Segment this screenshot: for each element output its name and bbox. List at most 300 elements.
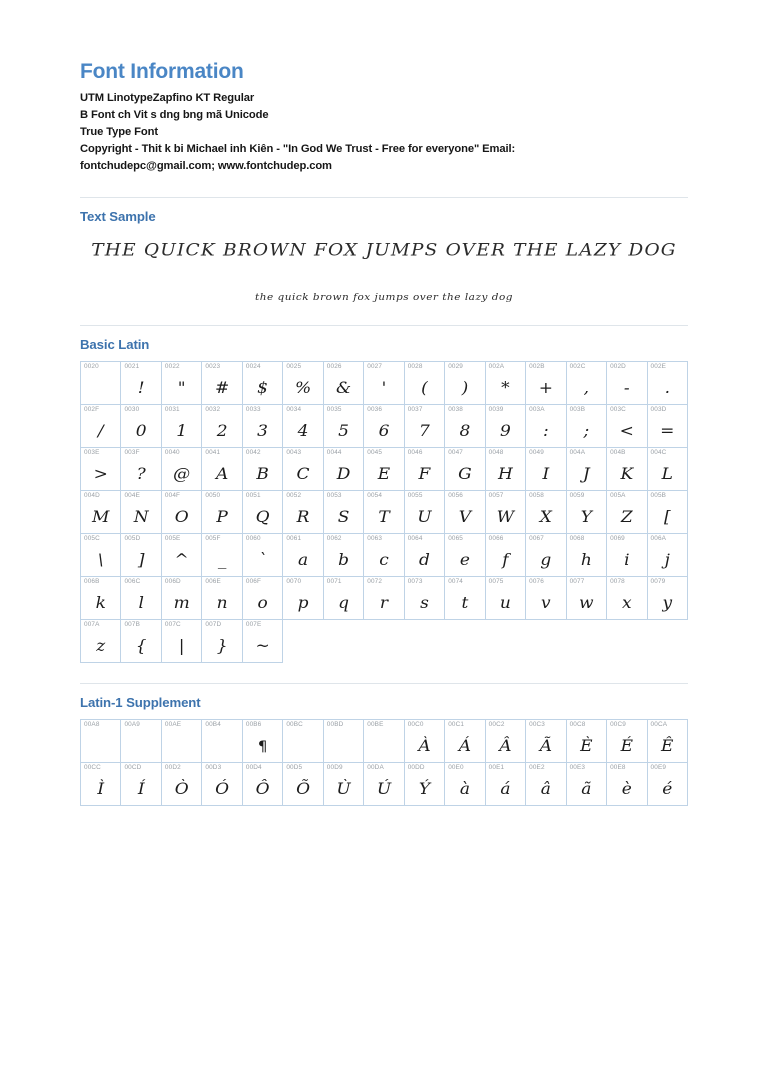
glyph-cell[interactable] [162,577,202,620]
glyph-codepoint-label: 0053 [326,492,342,500]
glyph-codepoint-label: 0025 [286,363,302,371]
glyph-codepoint-label: 0046 [407,449,423,457]
glyph-codepoint-label: 0078 [610,578,625,586]
glyph-codepoint-label: 0041 [205,449,221,457]
glyph-cell[interactable] [324,362,364,405]
glyph-character: S [337,507,350,527]
glyph-character: L [661,464,673,484]
glyph-character: h [580,550,592,570]
glyph-codepoint-label: 0024 [245,363,261,371]
latin1-supplement-glyph-grid [80,719,688,806]
glyph-character: r [379,593,389,613]
glyph-cell[interactable] [202,405,242,448]
glyph-codepoint-label: 003B [569,406,586,414]
glyph-cell[interactable] [364,405,404,448]
glyph-codepoint-label: 0047 [448,449,464,457]
glyph-cell[interactable] [283,534,323,577]
glyph-cell[interactable] [202,577,242,620]
glyph-cell[interactable] [526,763,566,806]
glyph-cell[interactable] [202,763,242,806]
glyph-cell[interactable] [526,491,566,534]
glyph-character: Ó [215,779,230,799]
glyph-cell[interactable] [324,448,364,491]
glyph-codepoint-label: 00C9 [610,721,626,729]
glyph-character: e [459,550,470,570]
glyph-character: i [624,550,630,570]
glyph-codepoint-label: 00E0 [448,764,464,772]
glyph-codepoint-label: 00BC [286,721,303,729]
glyph-cell[interactable] [162,763,202,806]
glyph-character: g [540,550,552,570]
glyph-cell[interactable] [162,405,202,448]
glyph-cell[interactable] [162,720,202,763]
glyph-codepoint-label: 0033 [245,406,261,414]
glyph-codepoint-label: 0060 [245,535,261,543]
glyph-codepoint-label: 007B [124,621,140,629]
glyph-codepoint-label: 0049 [529,449,544,457]
glyph-codepoint-label: 00AE [164,721,182,729]
glyph-cell[interactable] [526,448,566,491]
glyph-character: U [417,507,432,527]
glyph-codepoint-label: 006D [164,578,181,586]
glyph-character: 0 [135,421,147,441]
glyph-character: Ú [376,779,392,799]
glyph-codepoint-label: 00C8 [569,721,586,729]
glyph-cell[interactable] [81,577,121,620]
glyph-cell[interactable] [607,405,647,448]
glyph-cell[interactable] [121,763,161,806]
glyph-codepoint-label: 00CC [84,764,101,772]
glyph-character: k [95,593,106,613]
glyph-codepoint-label: 00C0 [407,721,424,729]
glyph-codepoint-label: 0040 [164,449,180,457]
glyph-codepoint-label: 005C [84,535,100,543]
basic-latin-glyph-grid [80,361,688,663]
glyph-character: x [622,593,632,613]
glyph-character: y [662,593,673,613]
glyph-character: & [335,378,352,398]
glyph-codepoint-label: 0027 [367,363,383,371]
glyph-cell[interactable] [486,577,526,620]
glyph-cell[interactable] [567,720,607,763]
glyph-character: ! [137,378,145,398]
glyph-cell[interactable] [162,448,202,491]
glyph-cell[interactable] [526,720,566,763]
glyph-cell[interactable] [364,362,404,405]
glyph-character: m [173,593,190,613]
glyph-character: Ê [661,736,674,756]
glyph-cell[interactable] [202,491,242,534]
glyph-character: 3 [257,421,268,441]
glyph-character: 1 [176,421,188,441]
glyph-codepoint-label: 0054 [367,492,383,500]
glyph-cell[interactable] [121,534,161,577]
glyph-cell[interactable] [567,577,607,620]
glyph-character: M [92,507,110,527]
glyph-cell[interactable] [607,362,647,405]
glyph-cell[interactable] [121,448,161,491]
glyph-codepoint-label: 0031 [164,406,180,414]
glyph-cell[interactable] [202,720,242,763]
glyph-codepoint-label: 0063 [367,535,383,543]
glyph-cell[interactable] [283,405,323,448]
glyph-character: ? [136,464,146,484]
glyph-cell[interactable] [283,362,323,405]
glyph-cell[interactable] [526,362,566,405]
glyph-cell[interactable] [607,534,647,577]
glyph-character [202,732,241,761]
glyph-cell[interactable] [445,577,485,620]
glyph-codepoint-label: 006E [205,578,221,586]
glyph-character: q [338,593,349,613]
glyph-character: A [215,464,229,484]
glyph-cell[interactable] [81,491,121,534]
glyph-codepoint-label: 0056 [448,492,464,500]
glyph-cell[interactable] [324,534,364,577]
glyph-codepoint-label: 005D [124,535,141,543]
glyph-cell[interactable] [202,448,242,491]
glyph-cell[interactable] [486,405,526,448]
sample-pangram-lowercase: the quick brown fox jumps over the lazy dog [254,291,514,303]
glyph-cell[interactable] [648,362,688,405]
glyph-cell[interactable] [243,534,283,577]
glyph-cell[interactable] [405,405,445,448]
glyph-cell[interactable] [607,720,647,763]
glyph-cell[interactable] [81,763,121,806]
glyph-character: B [256,464,269,484]
glyph-cell[interactable] [324,577,364,620]
glyph-cell[interactable] [405,534,445,577]
glyph-cell[interactable] [405,491,445,534]
sample-pangram-uppercase: THE QUICK BROWN FOX JUMPS OVER THE LAZY DOG [91,240,677,261]
glyph-cell[interactable] [486,362,526,405]
glyph-cell[interactable] [283,763,323,806]
glyph-character: Ì [97,779,105,799]
glyph-codepoint-label: 003A [529,406,545,414]
glyph-cell[interactable] [445,763,485,806]
glyph-codepoint-label: 006A [650,535,667,543]
glyph-codepoint-label: 0045 [367,449,383,457]
glyph-cell[interactable] [607,763,647,806]
glyph-codepoint-label: 007A [84,621,100,629]
glyph-codepoint-label: 0057 [488,492,504,500]
glyph-cell[interactable] [405,362,445,405]
glyph-character: N [133,507,149,527]
glyph-codepoint-label: 0042 [245,449,261,457]
glyph-cell[interactable] [405,763,445,806]
glyph-cell[interactable] [283,491,323,534]
glyph-character: Ý [418,779,431,799]
glyph-character: Z [620,507,633,527]
glyph-cell[interactable] [81,534,121,577]
glyph-cell[interactable] [445,720,485,763]
glyph-cell[interactable] [364,448,404,491]
glyph-cell[interactable] [526,534,566,577]
glyph-codepoint-label: 0066 [488,535,504,543]
glyph-cell[interactable] [648,763,688,806]
glyph-character: É [620,736,633,756]
glyph-cell[interactable] [243,405,283,448]
glyph-codepoint-label: 006C [124,578,141,586]
glyph-character: " [177,378,186,398]
glyph-character [81,374,120,403]
metadata-line-font-name: UTM LinotypeZapfino KT Regular [80,92,255,105]
glyph-character: H [497,464,513,484]
glyph-character: \ [97,550,104,570]
glyph-character: } [216,636,228,656]
glyph-cell[interactable] [283,720,323,763]
glyph-codepoint-label: 0038 [448,406,464,414]
glyph-character: - [623,378,630,398]
glyph-character: . [664,378,670,398]
glyph-cell[interactable] [121,720,161,763]
glyph-cell[interactable] [243,491,283,534]
glyph-cell[interactable] [486,763,526,806]
glyph-cell[interactable] [607,491,647,534]
glyph-character: ( [421,378,428,398]
glyph-character: G [458,464,472,484]
glyph-character: Á [458,736,472,756]
glyph-cell[interactable] [81,405,121,448]
glyph-codepoint-label: 003C [610,406,626,414]
glyph-codepoint-label: 0077 [569,578,585,586]
glyph-cell[interactable] [202,362,242,405]
glyph-cell[interactable] [445,534,485,577]
glyph-cell[interactable] [243,577,283,620]
glyph-codepoint-label: 004E [124,492,140,500]
glyph-codepoint-label: 0073 [407,578,423,586]
glyph-cell[interactable] [324,491,364,534]
glyph-codepoint-label: 004B [610,449,626,457]
glyph-cell[interactable] [567,534,607,577]
glyph-cell[interactable] [243,720,283,763]
glyph-cell[interactable] [405,448,445,491]
glyph-cell[interactable] [243,620,283,663]
glyph-codepoint-label: 0052 [286,492,302,500]
glyph-character: 8 [459,421,471,441]
glyph-character: ã [581,779,592,799]
glyph-character: d [419,550,430,570]
glyph-codepoint-label: 0074 [448,578,464,586]
glyph-cell[interactable] [364,577,404,620]
glyph-cell[interactable] [283,577,323,620]
glyph-character: * [501,378,510,398]
glyph-cell[interactable] [567,491,607,534]
glyph-character: V [458,507,472,527]
glyph-character: o [257,593,268,613]
glyph-cell[interactable] [364,491,404,534]
glyph-cell[interactable] [162,362,202,405]
glyph-character: s [420,593,429,613]
glyph-character: ) [461,378,469,398]
glyph-codepoint-label: 00E3 [569,764,586,772]
glyph-codepoint-label: 0075 [488,578,504,586]
glyph-character: l [138,593,144,613]
section-heading-text-sample: Text Sample [80,209,156,225]
glyph-cell[interactable] [607,577,647,620]
glyph-cell[interactable] [243,362,283,405]
glyph-character: [ [663,507,671,527]
glyph-character: è [621,779,632,799]
glyph-cell[interactable] [567,448,607,491]
glyph-character: ¶ [257,737,268,755]
glyph-character: 2 [216,421,228,441]
glyph-character: Ù [336,779,351,799]
glyph-codepoint-label: 00DA [367,764,384,772]
glyph-codepoint-label: 002F [84,406,100,414]
glyph-cell[interactable] [81,720,121,763]
glyph-character: % [294,378,312,398]
glyph-cell[interactable] [526,577,566,620]
glyph-cell[interactable] [405,720,445,763]
glyph-cell[interactable] [526,405,566,448]
glyph-character [121,732,160,761]
glyph-cell[interactable] [486,491,526,534]
glyph-codepoint-label: 00A8 [84,721,100,729]
glyph-character: T [378,507,390,527]
glyph-cell[interactable] [324,405,364,448]
glyph-character: | [178,636,185,656]
glyph-cell[interactable] [243,763,283,806]
glyph-cell[interactable] [567,405,607,448]
basic-latin-grid-wrapper [80,361,688,667]
glyph-codepoint-label: 004C [650,449,667,457]
glyph-cell[interactable] [121,620,161,663]
glyph-cell[interactable] [648,491,688,534]
glyph-character: E [377,464,391,484]
glyph-character: D [336,464,351,484]
glyph-character: { [135,636,147,656]
glyph-cell[interactable] [121,405,161,448]
glyph-cell[interactable] [445,491,485,534]
glyph-character: w [579,593,594,613]
glyph-codepoint-label: 0069 [610,535,625,543]
glyph-cell[interactable] [324,720,364,763]
glyph-character: > [93,464,108,484]
glyph-character [81,732,120,761]
glyph-cell[interactable] [405,577,445,620]
glyph-character: 4 [297,421,309,441]
glyph-codepoint-label: 0020 [84,363,99,371]
glyph-codepoint-label: 0059 [569,492,585,500]
glyph-character: + [538,378,553,398]
glyph-codepoint-label: 0067 [529,535,544,543]
glyph-codepoint-label: 0079 [650,578,666,586]
glyph-cell[interactable] [607,448,647,491]
glyph-character: R [296,507,310,527]
glyph-cell[interactable] [648,720,688,763]
glyph-cell[interactable] [648,405,688,448]
glyph-codepoint-label: 007E [245,621,262,629]
glyph-cell[interactable] [486,448,526,491]
glyph-cell[interactable] [648,577,688,620]
glyph-codepoint-label: 0034 [286,406,302,414]
glyph-character: = [660,421,675,441]
glyph-character: v [541,593,551,613]
glyph-cell[interactable] [162,534,202,577]
glyph-character: J [582,464,590,484]
glyph-cell[interactable] [162,491,202,534]
glyph-codepoint-label: 005B [650,492,667,500]
glyph-cell[interactable] [81,448,121,491]
glyph-character: ' [381,378,387,398]
glyph-codepoint-label: 004F [164,492,181,500]
glyph-cell[interactable] [648,448,688,491]
glyph-codepoint-label: 00D4 [245,764,262,772]
glyph-cell[interactable] [567,763,607,806]
glyph-cell[interactable] [283,448,323,491]
metadata-line-font-type: True Type Font [80,126,158,139]
glyph-character: È [580,736,593,756]
glyph-character [324,732,363,761]
glyph-cell[interactable] [364,763,404,806]
glyph-cell[interactable] [486,720,526,763]
glyph-character: 9 [499,421,511,441]
glyph-character: t [461,593,469,613]
glyph-character: Â [499,736,512,756]
glyph-cell[interactable] [648,534,688,577]
glyph-cell[interactable] [445,405,485,448]
glyph-cell[interactable] [81,362,121,405]
glyph-codepoint-label: 00E1 [488,764,505,772]
glyph-cell[interactable] [567,362,607,405]
glyph-codepoint-label: 00C2 [488,721,505,729]
glyph-codepoint-label: 0044 [326,449,342,457]
glyph-cell[interactable] [243,448,283,491]
glyph-cell[interactable] [202,534,242,577]
glyph-cell[interactable] [364,720,404,763]
glyph-codepoint-label: 00C1 [448,721,465,729]
page-title: Font Information [80,60,244,83]
glyph-cell[interactable] [445,362,485,405]
glyph-character: $ [257,378,268,398]
glyph-codepoint-label: 00D5 [286,764,303,772]
glyph-character: Y [580,507,592,527]
glyph-character: K [620,464,634,484]
glyph-codepoint-label: 005F [205,535,221,543]
glyph-character: é [662,779,673,799]
glyph-character: _ [217,550,227,570]
glyph-cell[interactable] [121,577,161,620]
glyph-codepoint-label: 00A9 [124,721,140,729]
glyph-codepoint-label: 002D [610,363,626,371]
glyph-cell[interactable] [121,362,161,405]
glyph-cell[interactable] [445,448,485,491]
glyph-codepoint-label: 00E2 [529,764,545,772]
glyph-cell[interactable] [162,620,202,663]
glyph-character: Ô [255,779,270,799]
glyph-character: C [296,464,310,484]
glyph-codepoint-label: 0064 [407,535,423,543]
header-spacer [80,175,688,197]
glyph-character [162,732,201,761]
glyph-cell[interactable] [121,491,161,534]
glyph-cell[interactable] [324,763,364,806]
latin1-supplement-grid-wrapper [80,719,688,810]
glyph-cell[interactable] [486,534,526,577]
glyph-character: ] [137,550,145,570]
glyph-codepoint-label: 00E9 [650,764,667,772]
glyph-cell[interactable] [81,620,121,663]
glyph-cell[interactable] [202,620,242,663]
glyph-character: z [96,636,106,656]
glyph-character: c [379,550,389,570]
glyph-character: Ò [174,779,189,799]
glyph-codepoint-label: 003F [124,449,140,457]
glyph-cell[interactable] [364,534,404,577]
section-heading-latin1-supplement: Latin-1 Supplement [80,695,201,711]
glyph-character: F [418,464,431,484]
